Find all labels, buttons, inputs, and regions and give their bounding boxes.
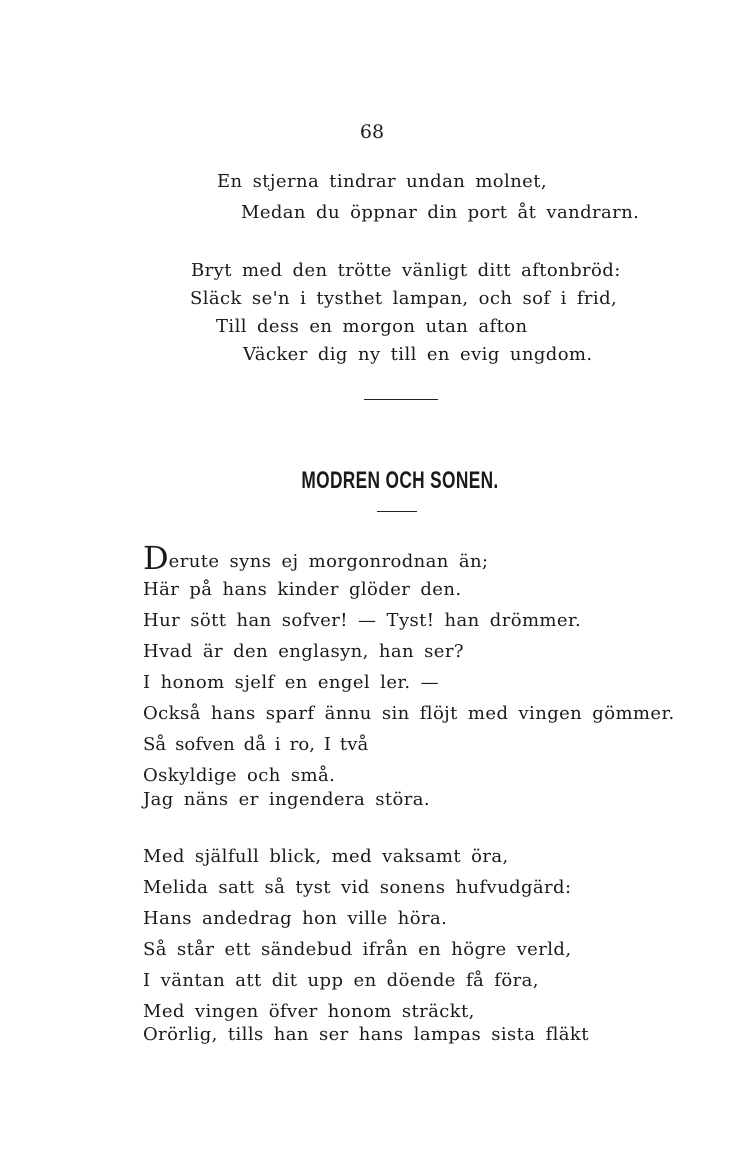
verse-line: En stjerna tindrar undan molnet, xyxy=(217,171,547,192)
verse-line: Också hans sparf ännu sin flöjt med vingen gömmer. xyxy=(143,703,675,724)
verse-line: Medan du öppnar din port åt vandrarn. xyxy=(241,202,640,223)
drop-cap: D xyxy=(143,539,169,577)
verse-line: Orörlig, tills han ser hans lampas sista fläkt xyxy=(143,1024,589,1045)
verse-line: Bryt med den trötte vänligt ditt aftonbröd: xyxy=(191,260,621,281)
verse-line: Hur sött han sofver! — Tyst! han drömmer. xyxy=(143,610,582,631)
verse-line xyxy=(143,539,489,577)
verse-line: Melida satt så tyst vid sonens hufvudgärd: xyxy=(143,877,572,898)
verse-line: Väcker dig ny till en evig ungdom. xyxy=(243,344,593,365)
section-divider xyxy=(364,399,438,400)
verse-line: Jag näns er ingendera störa. xyxy=(143,789,430,810)
verse-line: Oskyldige och små. xyxy=(143,765,336,786)
verse-line: Släck se'n i tysthet lampan, och sof i frid, xyxy=(190,288,618,309)
page-number: 68 xyxy=(359,121,385,143)
verse-line: Hvad är den englasyn, han ser? xyxy=(143,641,464,662)
verse-line: I väntan att dit upp en döende få föra, xyxy=(143,970,539,991)
first-line-text: erute syns ej morgonrodnan än; xyxy=(168,551,489,572)
verse-line: Med själfull blick, med vaksamt öra, xyxy=(143,846,509,867)
verse-line: Så sofven då i ro, I två xyxy=(143,734,369,755)
verse-line: Till dess en morgon utan afton xyxy=(216,316,528,337)
poem-title: MODREN OCH SONEN. xyxy=(301,467,499,494)
verse-line: Hans andedrag hon ville höra. xyxy=(143,908,448,929)
verse-line: Med vingen öfver honom sträckt, xyxy=(143,1001,475,1022)
verse-line: I honom sjelf en engel ler. — xyxy=(143,672,440,693)
verse-line: Så står ett sändebud ifrån en högre verld, xyxy=(143,939,572,960)
title-underline xyxy=(377,511,417,512)
verse-line: Här på hans kinder glöder den. xyxy=(143,579,462,600)
